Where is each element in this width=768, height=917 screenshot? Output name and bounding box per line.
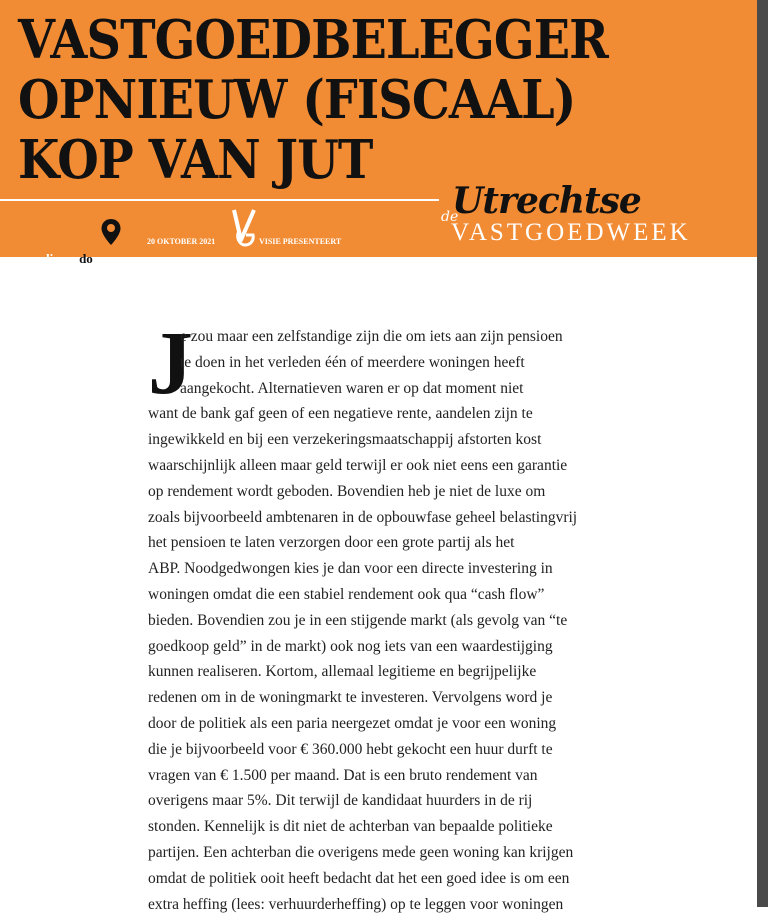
article-line: e zou maar een zelfstandige zijn die om iets aan zijn pensioen bbox=[180, 328, 563, 345]
weekday-underline bbox=[0, 269, 134, 271]
article-line: stonden. Kennelijk is dit niet de achterban van bepaalde politieke bbox=[148, 818, 553, 836]
page-edge-shadow bbox=[757, 0, 768, 907]
article-line: woningen omdat die een stabiel rendement ook qua “cash flow” bbox=[148, 585, 545, 603]
presenter-label: VISIE PRESENTEERT bbox=[259, 237, 342, 246]
brand-week-title: VASTGOEDWEEK bbox=[451, 219, 691, 246]
article-line: ingewikkeld en bij een verzekeringsmaatschappij afstorten kost bbox=[148, 431, 542, 449]
weekday-ma: ma bbox=[20, 251, 38, 266]
article-line: partijen. Een achterban die overigens mede geen woning kan krijgen bbox=[148, 843, 574, 861]
article-header-banner bbox=[0, 0, 757, 266]
article-line: te doen in het verleden één of meerdere woningen heeft bbox=[180, 353, 525, 371]
location-pin-icon bbox=[100, 218, 122, 246]
visie-logo-icon bbox=[231, 206, 257, 248]
article-body bbox=[148, 314, 613, 917]
article-headline bbox=[18, 10, 608, 190]
article-line: ABP. Noodgedwongen kies je dan voor een directe investering in bbox=[148, 560, 553, 578]
headline-line-3: KOP VAN JUT bbox=[18, 129, 373, 191]
article-line: overigens maar 5%. Dit terwijl de kandidaat huurders in de rij bbox=[148, 792, 533, 810]
weekday-di: di bbox=[42, 251, 54, 266]
article-line: waarschijnlijk alleen maar geld terwijl er ook niet eens een garantie bbox=[148, 456, 568, 474]
article-line: vragen van € 1.500 per maand. Dat is een bruto rendement van bbox=[148, 766, 538, 784]
article-line: door de politiek als een paria neergezet omdat je voor een woning bbox=[148, 714, 557, 732]
headline-line-2: OPNIEUW (FISCAAL) bbox=[18, 69, 576, 131]
article-line: bieden. Bovendien zou je in een stijgende markt (als gevolg van “te bbox=[148, 611, 568, 629]
weekday-wo: wo bbox=[58, 251, 75, 266]
article-line: die je bijvoorbeeld voor € 360.000 hebt gekocht een huur durft te bbox=[148, 740, 553, 758]
article-line: want de bank gaf geen of een negatieve rente, aandelen zijn te bbox=[148, 405, 533, 423]
article-line: zoals bijvoorbeeld ambtenaren in de opbouwfase geheel belastingvrij bbox=[148, 508, 578, 526]
headline-line-1: VASTGOEDBELEGGER bbox=[18, 9, 608, 71]
divider-rule bbox=[120, 199, 439, 201]
brand-script-title: Utrechtse bbox=[452, 180, 641, 222]
article-line: omdat de politiek ooit heeft bedacht dat het een goed idee is om een bbox=[148, 869, 570, 887]
article-line: extra heffing (lees: verhuurderheffing) op te leggen voor woningen bbox=[148, 895, 564, 913]
article-line: aangekocht. Alternatieven waren er op dat moment niet bbox=[180, 379, 524, 397]
drop-cap-letter: J bbox=[148, 314, 193, 413]
weekday-do-active: do bbox=[79, 251, 93, 266]
brand-prefix: de bbox=[441, 209, 459, 225]
article-line: op rendement wordt geboden. Bovendien heb je niet de luxe om bbox=[148, 482, 546, 500]
weekday-selector bbox=[20, 251, 110, 267]
weekday-vr: vr bbox=[97, 251, 111, 266]
article-line: kunnen realiseren. Kortom, allemaal legitieme en begrijpelijke bbox=[148, 663, 537, 681]
article-line: redenen om in de woningmarkt te investeren. Vervolgens word je bbox=[148, 689, 553, 707]
article-line: het pensioen te laten verzorgen door een grote partij als het bbox=[148, 534, 515, 552]
article-line: goedkoop geld” in de markt) ook nog iets van een waardestijging bbox=[148, 637, 553, 655]
publication-date: 20 OKTOBER 2021 bbox=[147, 237, 216, 246]
